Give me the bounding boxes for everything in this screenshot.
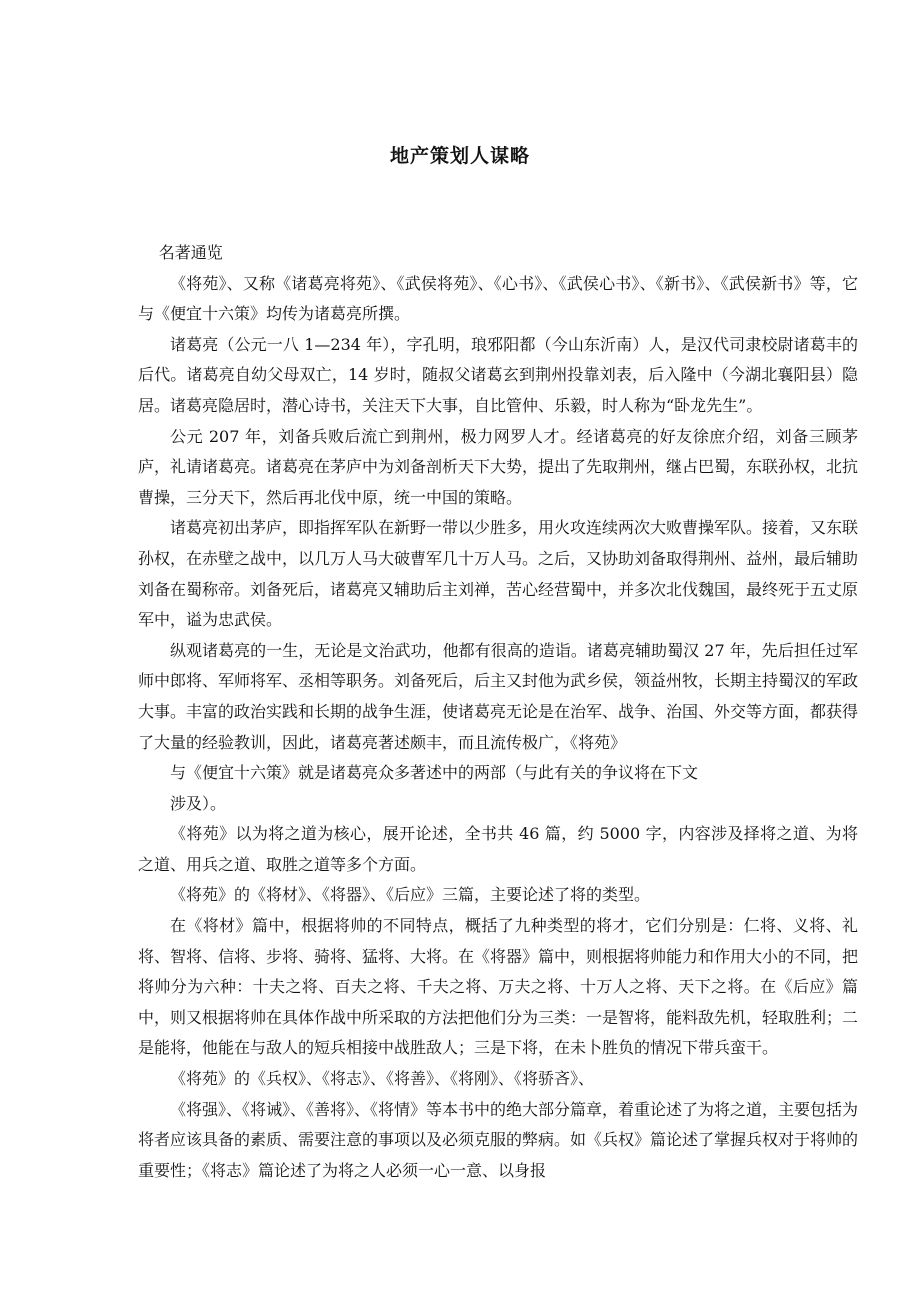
paragraph: 诸葛亮（公元一八 1—234 年），字孔明，琅邪阳都（今山东沂南）人，是汉代司隶校尉诸葛丰的后代。诸葛亮自幼父母双亡，14 岁时，随叔父诸葛玄到荆州投靠刘表，后入隆中（今湖北襄阳县）隐居。诸葛亮隐居时，潜心诗书，关注天下大事，自比管仲、乐毅，时人称为“卧龙先生”。	[138, 334, 858, 415]
paragraph: 涉及）。	[170, 793, 227, 813]
paragraph: 《将强》、《将诫》、《善将》、《将情》等本书中的绝大部分篇章，着重论述了为将之道，主要包括为将者应该具备的素质、需要注意的事项以及必须克服的弊病。如《兵权》篇论述了掌握兵权对于将帅的重要性；《将志》篇论述了为将之人必须一心一意、以身报	[138, 1099, 859, 1180]
document-body	[138, 238, 858, 1186]
paragraph: 在《将材》篇中，根据将帅的不同特点，概括了九种类型的将才，它们分别是：仁将、义将、礼将、智将、信将、步将、骑将、猛将、大将。在《将器》篇中，则根据将帅能力和作用大小的不同，把将帅分为六种：十夫之将、百夫之将、千夫之将、万夫之将、十万人之将、天下之将。在《后应》篇中，则又根据将帅在具体作战中所采取的方法把他们分为三类：一是智将，能料敌先机，轻取胜利；二是能将，他能在与敌人的短兵相接中战胜敌人；三是下将，在未卜胜负的情况下带兵蛮干。	[138, 916, 859, 1058]
document-title: 地产策划人谋略	[389, 145, 530, 167]
paragraph: 《将苑》的《兵权》、《将志》、《将善》、《将刚》、《将骄吝》、	[170, 1069, 595, 1089]
paragraph: 与《便宜十六策》就是诸葛亮众多著述中的两部（与此有关的争议将在下文	[170, 763, 699, 783]
paragraph: 《将苑》、又称《诸葛亮将苑》、《武侯将苑》、《心书》、《武侯心书》、《新书》、《武侯新书》等，它与《便宜十六策》均传为诸葛亮所撰。	[138, 273, 858, 324]
paragraph: 《将苑》以为将之道为核心，展开论述，全书共 46 篇，约 5000 字，内容涉及择将之道、为将之道、用兵之道、取胜之道等多个方面。	[138, 824, 858, 874]
paragraph: 诸葛亮初出茅庐，即指挥军队在新野一带以少胜多，用火攻连续两次大败曹操军队。接着，又东联孙权，在赤壁之战中，以几万人马大破曹军几十万人马。之后，又协助刘备取得荆州、益州，最后辅助刘备在蜀称帝。刘备死后，诸葛亮又辅助后主刘禅，苦心经营蜀中，并多次北伐魏国，最终死于五丈原军中，谥为忠武侯。	[138, 518, 859, 630]
paragraph: 纵观诸葛亮的一生，无论是文治武功，他都有很高的造诣。诸葛亮辅助蜀汉 27 年，先后担任过军师中郎将、军师将军、丞相等职务。刘备死后，后主又封他为武乡侯，领益州牧，长期主持蜀汉的军政大事。丰富的政治实践和长期的战争生涯，使诸葛亮无论是在治军、战争、治国、外交等方面，都获得了大量的经验教训，因此，诸葛亮著述颇丰，而且流传极广，《将苑》	[138, 640, 859, 752]
section-heading: 名著通览	[158, 243, 223, 262]
paragraph: 《将苑》的《将材》、《将器》、《后应》三篇，主要论述了将的类型。	[170, 885, 651, 905]
paragraph: 公元 207 年，刘备兵败后流亡到荆州，极力网罗人才。经诸葛亮的好友徐庶介绍，刘备三顾茅庐，礼请诸葛亮。诸葛亮在茅庐中为刘备剖析天下大势，提出了先取荆州，继占巴蜀，东联孙权，北抗曹操，三分天下，然后再北伐中原，统一中国的策略。	[138, 426, 859, 507]
